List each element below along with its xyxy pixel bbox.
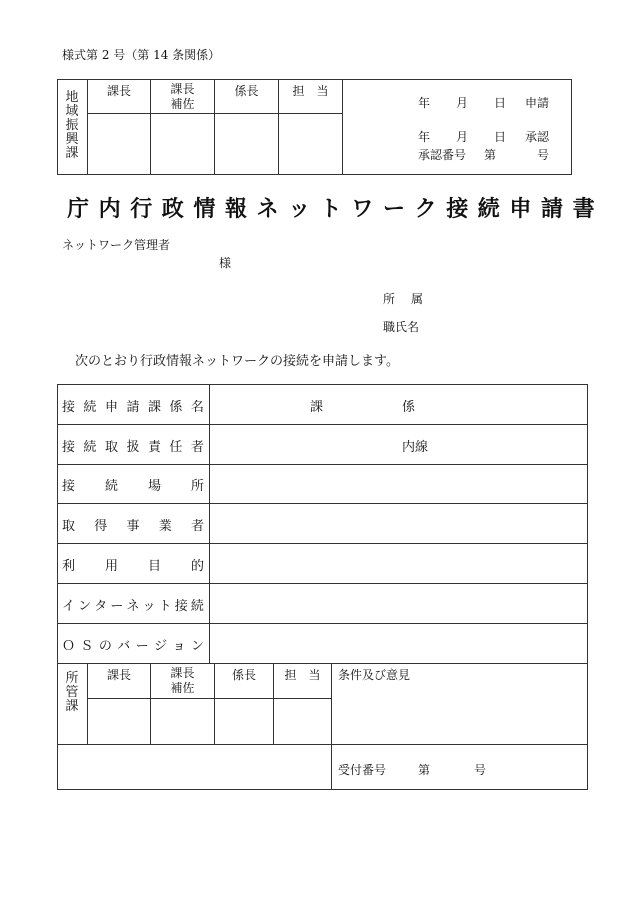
label-char: Ｓ (80, 639, 94, 654)
border-line (571, 79, 572, 175)
form-number: 様式第 2 号（第 14 条関係） (62, 48, 221, 62)
row-label-internet-connection (62, 595, 204, 614)
label-char: 用 (104, 559, 118, 574)
header-subsection-chief: 係長 (231, 668, 256, 682)
label-char: 管 (65, 685, 79, 700)
row-label-purpose (62, 555, 204, 574)
approval-number-label: 承認番号 (418, 148, 467, 162)
row-label-applicant-section (62, 396, 204, 415)
label-char: タ (94, 599, 108, 614)
row-label-acquiring-business (62, 515, 204, 534)
label-char: ー (110, 599, 124, 614)
label-char: 続 (83, 440, 97, 455)
label-char: ン (78, 599, 92, 614)
label-char: イ (62, 599, 76, 614)
honorific: 様 (219, 256, 232, 270)
border-line (57, 424, 588, 425)
header-section-chief: 課長 (106, 668, 131, 682)
row-label-connection-location (62, 475, 204, 494)
date-day: 日 (494, 130, 507, 144)
label-char: 興 (65, 132, 79, 147)
header-assistant-chief: 課長 補佐 (170, 666, 195, 695)
label-char: 責 (147, 440, 161, 455)
label-char: 接 (62, 440, 76, 455)
label-char: ネ (126, 599, 140, 614)
receipt-number (338, 761, 486, 777)
managing-dept-label-vertical (57, 672, 87, 714)
label-char: 業 (158, 519, 172, 534)
label-char: 的 (190, 559, 204, 574)
border-line (587, 663, 588, 790)
approval-date (418, 128, 549, 144)
conditions-label: 条件及び意見 (338, 668, 411, 682)
label-char: 係 (169, 400, 183, 415)
date-day: 日 (494, 96, 507, 110)
label-char: 者 (190, 440, 204, 455)
header-assistant-chief: 課長 補佐 (170, 82, 195, 111)
label-char: ジ (154, 639, 168, 654)
label-char: 目 (147, 559, 161, 574)
header-person-in-charge: 担 当 (292, 84, 329, 98)
label-char: 名 (190, 400, 204, 415)
label-char: ー (135, 639, 149, 654)
label-char: 請 (126, 400, 140, 415)
label-char: 取 (104, 440, 118, 455)
label-char: 続 (190, 599, 204, 614)
label-char: 取 (62, 519, 76, 534)
label-char: 者 (190, 519, 204, 534)
label-char: 属 (410, 292, 423, 306)
border-line (57, 543, 588, 544)
border-line (209, 384, 210, 663)
label-char: 課 (147, 400, 161, 415)
label-char: 所 (383, 292, 396, 306)
header-person-in-charge: 担 当 (284, 668, 321, 682)
header-subsection-chief: 係長 (234, 84, 259, 98)
label-char: 続 (83, 400, 97, 415)
border-line (57, 663, 588, 664)
extension-label: 内線 (402, 440, 429, 455)
border-line (57, 174, 572, 175)
section-unit: 課 (310, 400, 324, 415)
label-char: の (98, 639, 112, 654)
label-char: 域 (65, 104, 79, 119)
label-char: 任 (169, 440, 183, 455)
border-line (57, 503, 588, 504)
receipt-number-label: 受付番号 (338, 763, 387, 777)
receipt-number-prefix: 第 (418, 763, 431, 777)
border-line (87, 113, 342, 114)
label-char: 事 (126, 519, 140, 534)
label-char: ト (158, 599, 172, 614)
border-line (57, 464, 588, 465)
label-char: 続 (104, 479, 118, 494)
row-label-responsible-person (62, 436, 204, 455)
border-line (57, 744, 588, 745)
header-section-chief: 課長 (106, 84, 131, 98)
border-line (57, 583, 588, 584)
subsection-unit: 係 (402, 400, 416, 415)
label-char: 接 (174, 599, 188, 614)
border-line (57, 79, 572, 80)
label-char: 得 (94, 519, 108, 534)
affiliation-label (383, 290, 423, 307)
label-char: ン (190, 639, 204, 654)
dept-label-vertical (57, 91, 87, 161)
label-char: 接 (62, 400, 76, 415)
document-title: 庁内行政情報ネットワーク接続申請書 (67, 196, 605, 222)
label-char: バ (117, 639, 131, 654)
label-char: 申 (104, 400, 118, 415)
receipt-number-suffix: 号 (473, 763, 486, 777)
label-char: 課 (65, 146, 79, 161)
label-char: 接 (62, 479, 76, 494)
label-char: 振 (65, 118, 79, 133)
label-char: 所 (190, 479, 204, 494)
border-line (57, 789, 588, 790)
addressee: ネットワーク管理者 (62, 238, 171, 252)
approval-number (418, 146, 549, 162)
label-char: 扱 (126, 440, 140, 455)
label-char: 課 (65, 699, 79, 714)
label-char: 利 (62, 559, 76, 574)
row-label-os-version (62, 635, 204, 654)
date-year: 年 (418, 96, 431, 110)
label-char: Ｏ (62, 639, 76, 654)
border-line (57, 623, 588, 624)
border-line (57, 384, 58, 663)
date-month: 月 (456, 130, 469, 144)
date-suffix: 申請 (524, 96, 549, 110)
label-char: ョ (172, 639, 186, 654)
border-line (331, 663, 332, 790)
application-date (418, 94, 549, 110)
intro-text: 次のとおり行政情報ネットワークの接続を申請します。 (75, 354, 399, 369)
border-line (87, 698, 331, 699)
name-label: 職氏名 (383, 320, 420, 334)
label-char: 地 (65, 90, 79, 105)
date-month: 月 (456, 96, 469, 110)
border-line (57, 384, 588, 385)
approval-number-prefix: 第 (484, 148, 497, 162)
label-char: ッ (142, 599, 156, 614)
border-line (587, 384, 588, 663)
label-char: 所 (65, 671, 79, 686)
approval-number-suffix: 号 (536, 148, 549, 162)
label-char: 場 (147, 479, 161, 494)
date-suffix: 承認 (524, 130, 549, 144)
border-line (342, 79, 343, 175)
date-year: 年 (418, 130, 431, 144)
